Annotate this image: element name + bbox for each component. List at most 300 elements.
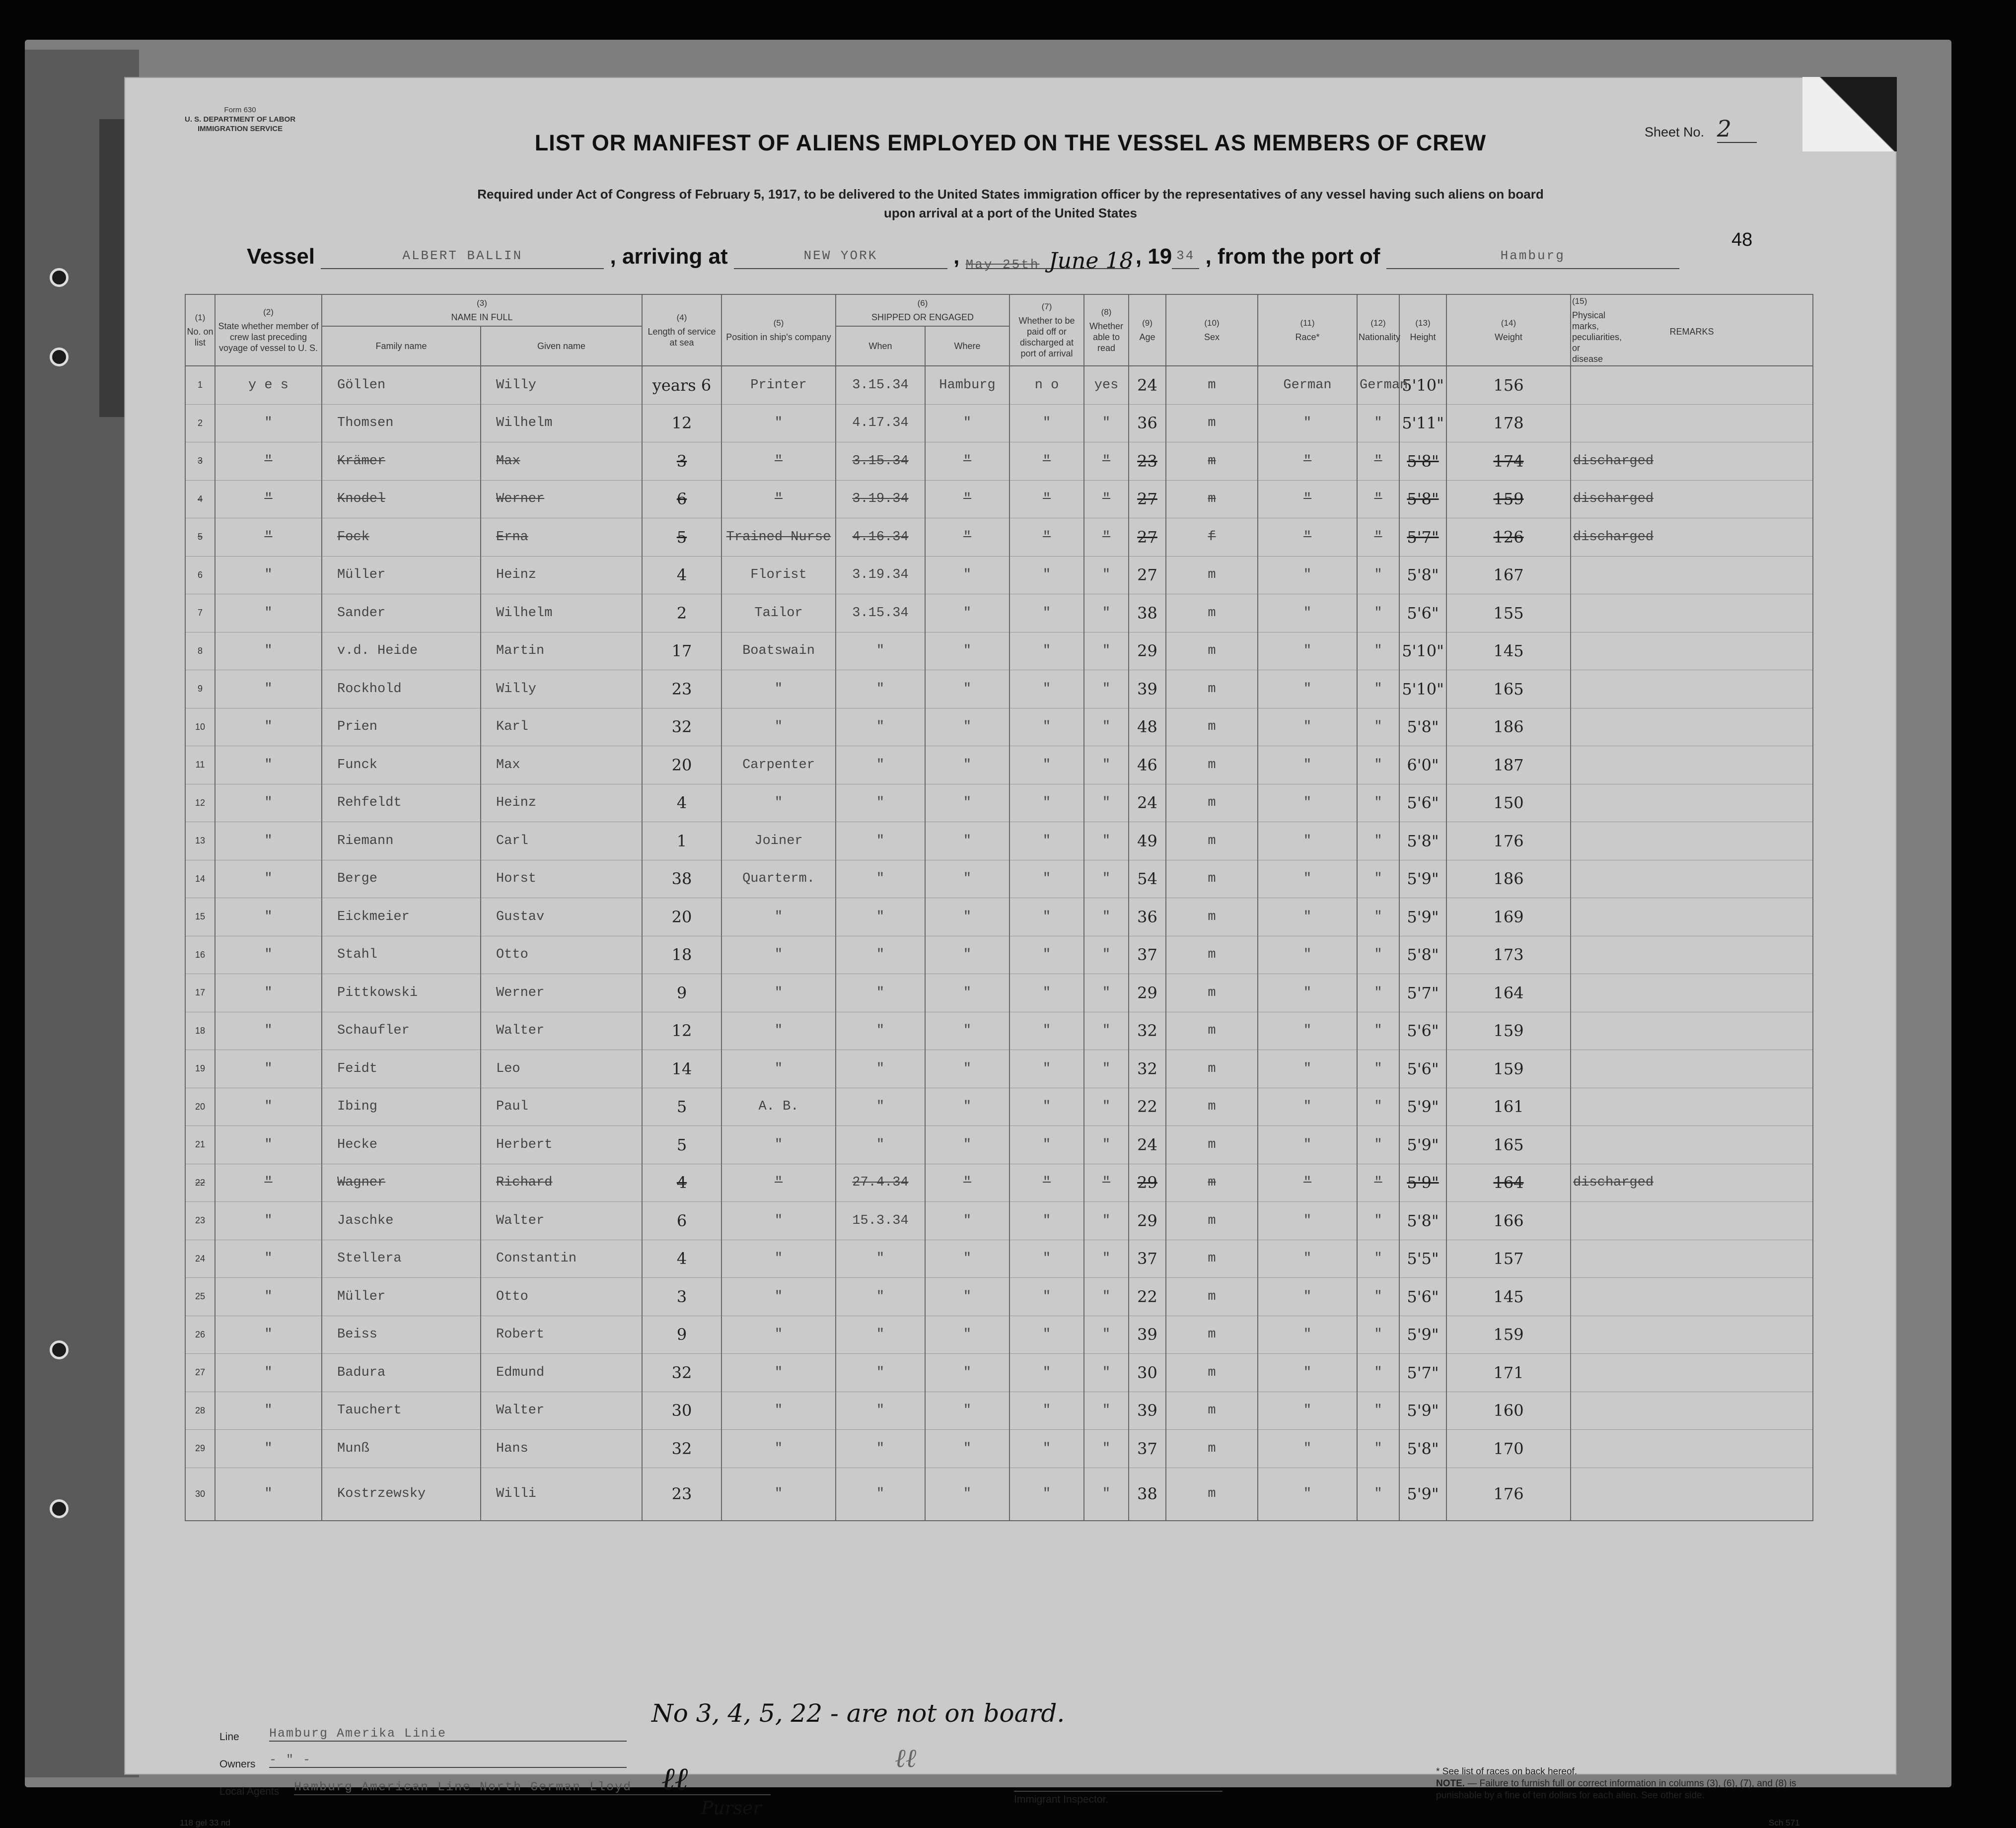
cell-position: " [721,898,836,936]
from-port-label: , from the port of [1205,244,1380,269]
cell-row-number: 11 [185,746,215,784]
cell-position: " [721,404,836,442]
cell-weight: 145 [1446,1278,1571,1316]
cell-remarks [1571,822,1813,860]
cell-paid-off: " [1009,974,1084,1012]
cell-position: " [721,670,836,708]
cell-given-name: Willy [481,670,642,708]
cell-sex: m [1166,1430,1258,1468]
races-note: * See list of races on back hereof. [1436,1766,1578,1777]
cell-shipped-when: 27.4.34 [836,1164,925,1202]
cell-family-name: Kostrzewsky [322,1468,481,1521]
cell-age: 38 [1129,594,1166,633]
cell-row-number: 14 [185,860,215,898]
cell-shipped-where: " [925,404,1009,442]
cell-height: 5'7" [1399,974,1446,1012]
cell-sex: m [1166,1354,1258,1392]
col-height: (13) Height [1399,294,1446,366]
cell-nationality: " [1357,1354,1399,1392]
cell-race: " [1258,1164,1357,1202]
cell-service-years: 32 [642,1354,721,1392]
cell-shipped-when: " [836,974,925,1012]
cell-height: 5'8" [1399,442,1446,481]
year-value: 34 [1172,248,1199,269]
cell-weight: 159 [1446,1050,1571,1088]
cell-race: " [1258,518,1357,557]
cell-able-to-read: " [1084,480,1129,518]
cell-race: " [1258,1126,1357,1164]
table-row [185,442,1813,481]
handwritten-number: 48 [1731,229,1753,250]
cell-family-name: Riemann [322,822,481,860]
cell-family-name: Funck [322,746,481,784]
cell-weight: 165 [1446,1126,1571,1164]
table-row [185,1240,1813,1278]
cell-paid-off: " [1009,898,1084,936]
cell-height: 6'0" [1399,746,1446,784]
cell-given-name: Karl [481,708,642,746]
cell-sex: m [1166,1050,1258,1088]
cell-shipped-where: " [925,898,1009,936]
cell-race: " [1258,1468,1357,1521]
cell-race: " [1258,594,1357,633]
cell-service-years: 4 [642,1164,721,1202]
vessel-label: Vessel [247,244,315,269]
cell-position: " [721,1126,836,1164]
cell-age: 32 [1129,1050,1166,1088]
cell-weight: 186 [1446,708,1571,746]
cell-remarks [1571,1278,1813,1316]
cell-position: Joiner [721,822,836,860]
table-row [185,366,1813,404]
cell-race: " [1258,556,1357,594]
cell-family-name: Berge [322,860,481,898]
cell-family-name: Prien [322,708,481,746]
cell-nationality: " [1357,1468,1399,1521]
cell-service-years: 32 [642,708,721,746]
table-row [185,1088,1813,1126]
table-row [185,594,1813,633]
cell-shipped-where: " [925,746,1009,784]
col-race: (11) Race* [1258,294,1357,366]
cell-sex: m [1166,860,1258,898]
cell-remarks [1571,1202,1813,1240]
cell-service-years: 12 [642,404,721,442]
cell-prev-voyage: " [215,1012,322,1050]
cell-remarks [1571,670,1813,708]
cell-nationality: " [1357,1240,1399,1278]
cell-sex: m [1166,1468,1258,1521]
cell-sex: m [1166,1202,1258,1240]
cell-shipped-when: " [836,670,925,708]
cell-race: " [1258,1392,1357,1430]
cell-shipped-where: " [925,1468,1009,1521]
cell-able-to-read: " [1084,1240,1129,1278]
punch-hole [50,348,69,366]
cell-given-name: Werner [481,480,642,518]
cell-age: 22 [1129,1278,1166,1316]
cell-row-number: 23 [185,1202,215,1240]
agents-label: Local Agents [219,1786,280,1797]
cell-height: 5'9" [1399,1392,1446,1430]
cell-shipped-when: " [836,1468,925,1521]
cell-prev-voyage: " [215,746,322,784]
cell-prev-voyage: " [215,1050,322,1088]
cell-paid-off: " [1009,1278,1084,1316]
cell-remarks [1571,784,1813,822]
cell-paid-off: " [1009,1354,1084,1392]
cell-row-number: 12 [185,784,215,822]
arriving-port: NEW YORK [734,248,947,269]
punch-hole [50,1340,69,1359]
cell-shipped-where: " [925,1012,1009,1050]
col-prev-voyage: (2) State whether member of crew last preceding voyage of vessel to U. S. [215,294,322,366]
col-remarks: REMARKS [1571,294,1813,366]
punch-hole [50,1499,69,1518]
cell-row-number: 8 [185,632,215,670]
cell-given-name: Hans [481,1430,642,1468]
cell-age: 37 [1129,936,1166,974]
cell-paid-off: " [1009,860,1084,898]
table-row [185,632,1813,670]
col-sex: (10) Sex [1166,294,1258,366]
cell-sex: m [1166,442,1258,481]
cell-row-number: 6 [185,556,215,594]
cell-nationality: " [1357,936,1399,974]
cell-weight: 176 [1446,822,1571,860]
cell-family-name: Ibing [322,1088,481,1126]
cell-age: 36 [1129,898,1166,936]
agents-value: Hamburg American Line North German Lloyd [294,1780,771,1795]
cell-race: " [1258,670,1357,708]
cell-sex: m [1166,1278,1258,1316]
table-row [185,898,1813,936]
cell-race: " [1258,404,1357,442]
cell-service-years: 4 [642,784,721,822]
table-row [185,1164,1813,1202]
cell-weight: 145 [1446,632,1571,670]
cell-nationality: " [1357,1430,1399,1468]
cell-service-years: 23 [642,670,721,708]
cell-sex: f [1166,518,1258,557]
cell-shipped-when: 3.19.34 [836,480,925,518]
cell-given-name: Walter [481,1202,642,1240]
cell-row-number: 2 [185,404,215,442]
cell-age: 22 [1129,1088,1166,1126]
cell-able-to-read: " [1084,1430,1129,1468]
cell-position: A. B. [721,1088,836,1126]
line-value: Hamburg Amerika Linie [269,1726,627,1742]
cell-prev-voyage: " [215,1202,322,1240]
cell-shipped-where: " [925,1240,1009,1278]
cell-race: " [1258,1012,1357,1050]
cell-sex: m [1166,1126,1258,1164]
cell-prev-voyage: " [215,442,322,481]
cell-family-name: Göllen [322,366,481,404]
cell-row-number: 25 [185,1278,215,1316]
cell-prev-voyage: " [215,594,322,633]
cell-height: 5'9" [1399,898,1446,936]
cell-shipped-when: " [836,1316,925,1354]
cell-given-name: Constantin [481,1240,642,1278]
cell-paid-off: " [1009,1430,1084,1468]
cell-remarks [1571,1392,1813,1430]
agency-service: IMMIGRATION SERVICE [197,125,283,133]
cell-position: " [721,1468,836,1521]
cell-position: Quarterm. [721,860,836,898]
cell-shipped-where: " [925,1164,1009,1202]
cell-position: " [721,1392,836,1430]
table-row [185,404,1813,442]
cell-age: 49 [1129,822,1166,860]
table-row [185,1012,1813,1050]
cell-shipped-where: " [925,974,1009,1012]
cell-nationality: " [1357,1012,1399,1050]
cell-service-years: 2 [642,594,721,633]
cell-height: 5'9" [1399,1126,1446,1164]
cell-able-to-read: " [1084,1126,1129,1164]
cell-able-to-read: " [1084,1164,1129,1202]
cell-sex: m [1166,556,1258,594]
cell-height: 5'9" [1399,1468,1446,1521]
cell-paid-off: " [1009,1126,1084,1164]
owners-label: Owners [219,1758,256,1770]
cell-age: 37 [1129,1430,1166,1468]
table-row [185,1468,1813,1521]
manifest-sheet [124,77,1897,1828]
cell-position: Boatswain [721,632,836,670]
cell-able-to-read: " [1084,746,1129,784]
cell-shipped-where: " [925,822,1009,860]
cell-shipped-when: " [836,1278,925,1316]
cell-sex: m [1166,480,1258,518]
cell-height: 5'7" [1399,518,1446,557]
cell-given-name: Otto [481,936,642,974]
col-nationality: (12) Nationality [1357,294,1399,366]
cell-given-name: Carl [481,822,642,860]
cell-shipped-where: " [925,708,1009,746]
cell-race: " [1258,822,1357,860]
table-row [185,1278,1813,1316]
cell-remarks [1571,594,1813,633]
cell-shipped-where: " [925,860,1009,898]
cell-able-to-read: " [1084,974,1129,1012]
cell-paid-off: " [1009,784,1084,822]
cell-race: German [1258,366,1357,404]
cell-shipped-where: " [925,670,1009,708]
cell-remarks [1571,974,1813,1012]
cell-shipped-where: " [925,594,1009,633]
cell-sex: m [1166,1316,1258,1354]
cell-remarks [1571,1316,1813,1354]
cell-shipped-where: " [925,936,1009,974]
punch-hole [50,268,69,287]
cell-race: " [1258,442,1357,481]
cell-given-name: Horst [481,860,642,898]
cell-weight: 171 [1446,1354,1571,1392]
cell-family-name: Eickmeier [322,898,481,936]
cell-age: 29 [1129,632,1166,670]
cell-weight: 166 [1446,1202,1571,1240]
cell-family-name: v.d. Heide [322,632,481,670]
cell-height: 5'9" [1399,860,1446,898]
table-row [185,518,1813,557]
cell-weight: 161 [1446,1088,1571,1126]
cell-row-number: 30 [185,1468,215,1521]
cell-weight: 187 [1446,746,1571,784]
cell-prev-voyage: " [215,1392,322,1430]
crew-manifest-table: (1) No. on list (2) State whether member of crew last preceding voyage of vessel to U. S. (3) NAME IN FULL (4) Length of service at sea (5) Position in ship's company (6) SHIPPED OR ENGAGED (7) Whether to be paid off or discharged at port of arrival (8) Whether able to read (9) Age (10) Sex (11) Race* (12) Nationality (13) Height (14) Weight (15) Physical marks, peculiarities, or disease REMARKS Family name Given name When Where 1 y e s Göllen Willy years 6 Printer 3.15.34 Hamburg n o yes 24 m German German 5'10" 156 2 " Thomsen Wilhelm 12 " 4.17.34 " " " 36 m " " 5'11" 178 3 " Krämer Max 3 " 3.15.34 " " " 23 m " " 5'8" 174 discharged 4 " Knodel Werner 6 " 3.19.34 " " " 27 m " " 5'8" 159 discharged 5 " Fock Erna 5 Trained Nurse 4.16.34 " " " 27 f " " 5'7" 126 discharged 6 " Müller Heinz 4 Florist 3.19.34 " " " 27 m " " 5'8" 167 7 " Sander Wilhelm 2 Tailor 3.15.34 " " " 38 m " " 5'6" 155 8 " v.d. Heide Martin 17 Boatswain " " " " 29 m " " 5'10" 145 9 " Rockhold Willy 23 " " " " " 39 m " " 5'10" 165 10 " Prien Karl 32 " " " " " 48 m " " 5'8" 186 11 " Funck Max 20 Carpenter " " " " 46 m " " 6'0" 187 12 " Rehfeldt Heinz 4 " " " " " 24 m " " 5'6" 150 13 " Riemann Carl 1 Joiner " " " " 49 m " " 5'8" 176 14 " Berge Horst 38 Quarterm. " " " " 54 m " " 5'9" 186 15 " Eickmeier Gustav 20 " " " " " 36 m " " 5'9" 169 16 " Stahl Otto 18 " " " " " 37 m " " 5'8" 173 17 " Pittkowski Werner 9 " " " " " 29 m " " 5'7" 164 18 " Schaufler Walter 12 " " " " " 32 m " " 5'6" 159 19 " Feidt Leo 14 " " " " " 32 m " " 5'6" 159 20 " Ibing Paul 5 A. B. " " " " 22 m " " 5'9" 161 21 " Hecke Herbert 5 " " " " " 24 m " " 5'9" 165 22 " Wagner Richard 4 " 27.4.34 " " " 29 m " " 5'9" 164 discharged 23 " Jaschke Walter 6 " 15.3.34 " " " 29 m " " 5'8" 166 24 " Stellera Constantin 4 " " " " " 37 m " " 5'5" 157 25 " Müller Otto 3 " " " " " 22 m " " 5'6" 145 26 " Beiss Robert 9 " " " " " 39 m " " 5'9" 159 27 " Badura Edmund 32 " " " " " 30 m " " 5'7" 171 28 " Tauchert Walter 30 " " " " " 39 m " " 5'9" 160 29 " Munß Hans 32 " " " " " 37 m " " 5'8" 170 30 " Kostrzewsky Willi 23 " " " " " 38 m " " 5'9" 176 [185,294,1813,1521]
cell-service-years: 5 [642,1088,721,1126]
cell-nationality: " [1357,1126,1399,1164]
cell-family-name: Müller [322,556,481,594]
cell-race: " [1258,1050,1357,1088]
cell-race: " [1258,632,1357,670]
cell-shipped-where: Hamburg [925,366,1009,404]
cell-given-name: Herbert [481,1126,642,1164]
cell-given-name: Leo [481,1050,642,1088]
cell-weight: 159 [1446,1012,1571,1050]
cell-weight: 176 [1446,1468,1571,1521]
cell-shipped-where: " [925,518,1009,557]
purser-signature: ℓℓ [661,1761,688,1798]
sheet-label: Sheet No. [1645,125,1705,140]
cell-prev-voyage: " [215,974,322,1012]
cell-age: 29 [1129,1164,1166,1202]
line-label: Line [219,1731,239,1743]
cell-able-to-read: yes [1084,366,1129,404]
cell-height: 5'6" [1399,1012,1446,1050]
cell-weight: 174 [1446,442,1571,481]
inspector-signature: ℓℓ [895,1744,917,1773]
cell-family-name: Pittkowski [322,974,481,1012]
cell-service-years: 20 [642,746,721,784]
cell-service-years: 3 [642,442,721,481]
cell-age: 36 [1129,404,1166,442]
cell-family-name: Schaufler [322,1012,481,1050]
cell-family-name: Knodel [322,480,481,518]
cell-paid-off: " [1009,708,1084,746]
cell-shipped-when: 4.16.34 [836,518,925,557]
cell-given-name: Paul [481,1088,642,1126]
cell-service-years: 5 [642,518,721,557]
table-row [185,860,1813,898]
cell-row-number: 26 [185,1316,215,1354]
cell-prev-voyage: " [215,1354,322,1392]
cell-shipped-when: " [836,1050,925,1088]
cell-age: 24 [1129,366,1166,404]
cell-prev-voyage: " [215,632,322,670]
cell-able-to-read: " [1084,556,1129,594]
cell-paid-off: " [1009,1468,1084,1521]
document-subtitle [125,185,1896,222]
cell-sex: m [1166,822,1258,860]
vessel-name: ALBERT BALLIN [321,248,604,269]
cell-shipped-when: " [836,1430,925,1468]
cell-prev-voyage: " [215,1430,322,1468]
cell-remarks [1571,1126,1813,1164]
cell-prev-voyage: " [215,404,322,442]
cell-able-to-read: " [1084,594,1129,633]
cell-shipped-where: " [925,1088,1009,1126]
print-code: 118 gel 33 nd [180,1818,230,1828]
cell-position: " [721,1316,836,1354]
cell-remarks [1571,860,1813,898]
cell-given-name: Wilhelm [481,594,642,633]
cell-sex: m [1166,974,1258,1012]
cell-paid-off: " [1009,518,1084,557]
cell-height: 5'10" [1399,366,1446,404]
cell-height: 5'10" [1399,670,1446,708]
cell-service-years: 20 [642,898,721,936]
cell-shipped-where: " [925,442,1009,481]
cell-service-years: 18 [642,936,721,974]
cell-able-to-read: " [1084,518,1129,557]
cell-given-name: Willy [481,366,642,404]
cell-height: 5'8" [1399,936,1446,974]
cell-weight: 164 [1446,1164,1571,1202]
cell-sex: m [1166,746,1258,784]
cell-sex: m [1166,1164,1258,1202]
form-number: Form 630 [224,106,256,114]
arrival-date-hand: June 18 [1049,248,1134,274]
cell-position: " [721,480,836,518]
cell-remarks [1571,746,1813,784]
cell-race: " [1258,1240,1357,1278]
cell-nationality: " [1357,594,1399,633]
cell-prev-voyage: " [215,1126,322,1164]
cell-weight: 164 [1446,974,1571,1012]
from-port: Hamburg [1386,248,1679,269]
cell-nationality: " [1357,1088,1399,1126]
table-row [185,1050,1813,1088]
cell-age: 23 [1129,442,1166,481]
cell-race: " [1258,936,1357,974]
cell-weight: 150 [1446,784,1571,822]
cell-race: " [1258,1316,1357,1354]
cell-nationality: " [1357,518,1399,557]
cell-row-number: 24 [185,1240,215,1278]
cell-race: " [1258,784,1357,822]
cell-able-to-read: " [1084,898,1129,936]
cell-height: 5'11" [1399,404,1446,442]
cell-age: 27 [1129,518,1166,557]
cell-position: Carpenter [721,746,836,784]
sheet-value: 2 [1717,115,1757,143]
cell-remarks [1571,1468,1813,1521]
cell-height: 5'6" [1399,594,1446,633]
table-row [185,784,1813,822]
cell-remarks [1571,632,1813,670]
handwritten-note: No 3, 4, 5, 22 - are not on board. [651,1699,1065,1728]
cell-service-years: 1 [642,822,721,860]
cell-remarks: discharged [1571,518,1813,557]
cell-remarks [1571,556,1813,594]
cell-weight: 159 [1446,480,1571,518]
cell-weight: 159 [1446,1316,1571,1354]
table-row [185,708,1813,746]
col-weight: (14) Weight [1446,294,1571,366]
cell-row-number: 4 [185,480,215,518]
cell-shipped-when: " [836,1126,925,1164]
cell-position: Printer [721,366,836,404]
cell-nationality: " [1357,1164,1399,1202]
cell-remarks [1571,936,1813,974]
cell-paid-off: " [1009,1012,1084,1050]
cell-paid-off: " [1009,1164,1084,1202]
cell-position: " [721,1202,836,1240]
cell-race: " [1258,480,1357,518]
